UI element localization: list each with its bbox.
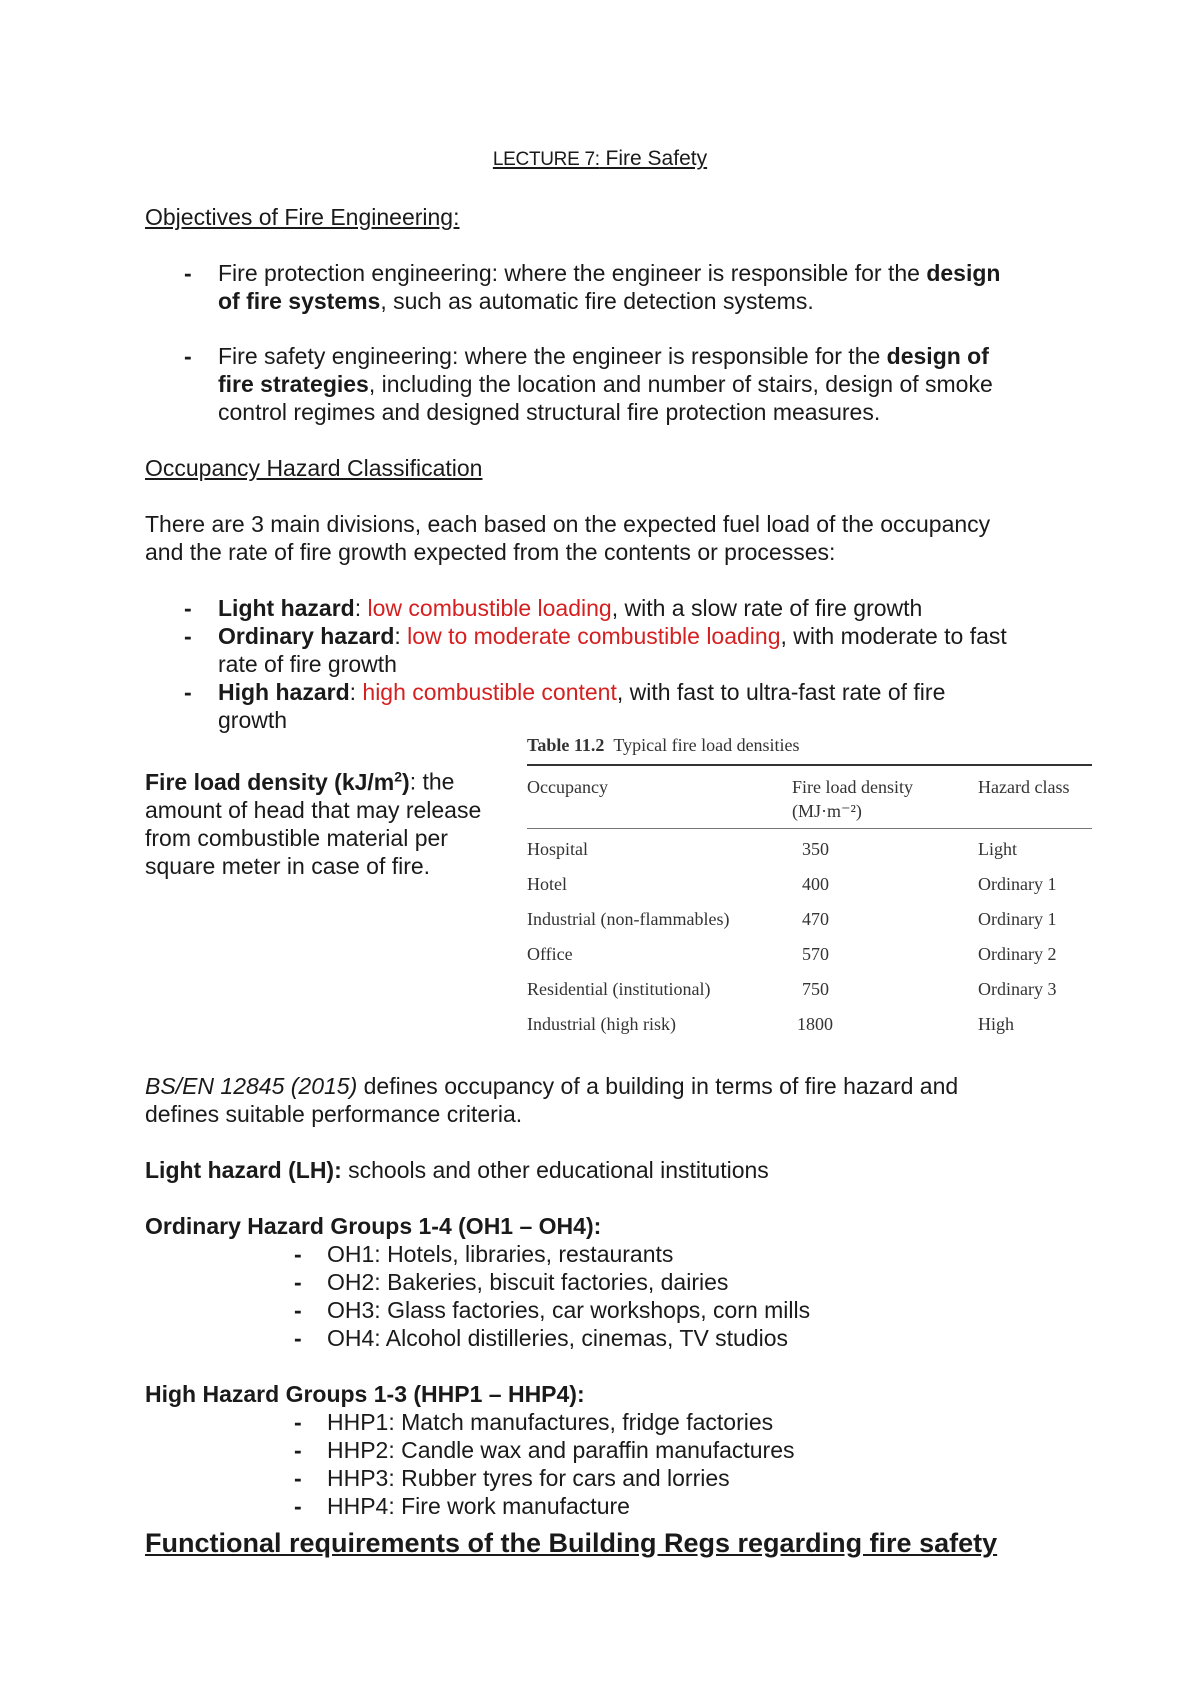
cell-density: 1800 [797,1014,833,1034]
cell-occupancy: Office [527,944,573,964]
bullet-dash: - [294,1465,302,1491]
list-item [294,1324,994,1352]
page-title [0,147,1200,171]
list-item [294,1436,994,1464]
bs-en-line [145,1072,1095,1100]
cell-occupancy: Hospital [527,839,588,859]
ordinary-groups-title: Ordinary Hazard Groups 1-4 (OH1 – OH4): [145,1213,602,1239]
intro-line: There are 3 main divisions, each based on the expected fuel load of the occupancy [145,511,991,537]
cell-occupancy: Industrial (non-flammables) [527,909,730,929]
list-item [294,1296,994,1324]
objective-bold: of fire systems [218,288,381,314]
occupancy-heading: Occupancy Hazard Classification [145,455,483,481]
objective-text: Fire safety engineering: where the engineer is responsible for the [218,343,887,369]
term-text: Fire load density (kJ/m [145,768,395,795]
hazard-red-text: low to moderate combustible loading [407,623,781,649]
cell-occupancy: Residential (institutional) [527,979,711,999]
table-top-rule [527,764,1092,766]
bullet-dash: - [294,1493,302,1519]
cell-density: 400 [802,874,829,894]
objective-bold: design of [886,343,989,369]
ordinary-groups-heading [145,1212,601,1240]
objective-item [184,342,1084,432]
bullet-dash: - [294,1437,302,1463]
intro-line: and the rate of fire growth expected from the contents or processes: [145,539,836,565]
objective-bold: fire strategies [218,371,369,397]
definition-term [145,769,410,795]
list-item-text: HHP1: Match manufactures, fridge factories [327,1409,774,1435]
light-hazard-label: Light hazard (LH): [145,1157,342,1183]
hazard-line [218,594,1078,622]
objective-text: , such as automatic fire detection systems. [380,288,814,314]
list-item-text: OH2: Bakeries, biscuit factories, dairies [327,1269,729,1295]
lecture-number: LECTURE 7: [492,149,600,170]
fire-load-definition [145,762,515,880]
bullet-dash: - [294,1409,302,1435]
hazard-line [218,622,1078,650]
bullet-dash: - [294,1297,302,1323]
cell-hazard: Ordinary 3 [978,979,1057,999]
table-header-rule [527,828,1092,829]
caption-label: Table 11.2 [527,735,605,755]
bs-en-text: defines occupancy of a building in terms of fire hazard and [357,1073,959,1099]
list-item-text: OH1: Hotels, libraries, restaurants [327,1241,674,1267]
objective-text: , including the location and number of stairs, design of smoke [368,371,993,397]
list-item [294,1268,994,1296]
header-occupancy: Occupancy [527,777,608,797]
hazard-rest: , with fast to ultra-fast rate of fire [616,679,946,705]
hazard-label: High hazard [218,679,350,705]
bullet-dash: - [184,260,192,286]
definition-line: square meter in case of fire. [145,852,431,879]
definition-text: : the [409,768,455,795]
hazard-rest: , with a slow rate of fire growth [611,595,923,621]
cell-occupancy: Hotel [527,874,567,894]
hazard-line [218,678,1078,706]
lecture-title: Fire Safety [605,147,708,170]
objective-line: control regimes and designed structural fire protection measures. [218,399,881,425]
bullet-dash: - [294,1241,302,1267]
light-hazard-line [145,1156,1095,1184]
header-density-line2: (MJ·m⁻²) [792,801,862,821]
cell-hazard: Ordinary 1 [978,874,1057,894]
hazard-item [184,678,1084,734]
cell-density: 470 [802,909,829,929]
hazard-colon: : [349,679,363,705]
bullet-dash: - [294,1325,302,1351]
objective-line [218,370,1078,398]
list-item-text: HHP2: Candle wax and paraffin manufactures [327,1437,795,1463]
cell-hazard: Ordinary 1 [978,909,1057,929]
bs-en-line: defines suitable performance criteria. [145,1101,523,1127]
objective-line [218,259,1078,287]
bullet-dash: - [294,1269,302,1295]
list-item [294,1492,994,1520]
caption-text: Typical fire load densities [613,735,800,755]
cell-density: 570 [802,944,829,964]
hazard-colon: : [394,623,408,649]
hazard-rest: , with moderate to fast [780,623,1007,649]
bullet-dash: - [184,679,192,705]
fire-load-table [527,735,1092,1035]
occupancy-intro [145,510,1095,566]
objective-text: Fire protection engineering: where the engineer is responsible for the [218,260,927,286]
cell-density: 750 [802,979,829,999]
bs-en-standard: BS/EN 12845 (2015) [145,1073,358,1099]
bullet-dash: - [184,623,192,649]
hazard-line: rate of fire growth [218,651,397,677]
bullet-dash: - [184,595,192,621]
hazard-red-text: high combustible content [362,679,617,705]
header-density [792,775,913,823]
objective-line [218,287,1078,315]
hazard-label: Light hazard [218,595,355,621]
list-item-text: OH3: Glass factories, car workshops, corn mills [327,1297,811,1323]
list-item-text: OH4: Alcohol distilleries, cinemas, TV studios [327,1325,789,1351]
hazard-item [184,622,1084,678]
header-hazard: Hazard class [978,777,1070,797]
hazard-colon: : [354,595,368,621]
bullet-dash: - [184,343,192,369]
objectives-heading: Objectives of Fire Engineering: [145,204,460,230]
bs-en-paragraph [145,1072,1095,1128]
objective-bold: design [926,260,1001,286]
list-item [294,1408,994,1436]
cell-occupancy: Industrial (high risk) [527,1014,676,1034]
hazard-red-text: low combustible loading [367,595,612,621]
term-end: ) [402,768,410,795]
list-item [294,1240,994,1268]
hazard-item [184,594,1084,622]
hazard-label: Ordinary hazard [218,623,395,649]
objective-item [184,259,1084,319]
high-groups-heading [145,1380,585,1408]
list-item-text: HHP3: Rubber tyres for cars and lorries [327,1465,730,1491]
cell-hazard: High [978,1014,1014,1034]
hazard-line: growth [218,707,288,733]
cell-hazard: Light [978,839,1017,859]
list-item-text: HHP4: Fire work manufacture [327,1493,630,1519]
high-groups-title: High Hazard Groups 1-3 (HHP1 – HHP4): [145,1381,585,1407]
cell-hazard: Ordinary 2 [978,944,1057,964]
definition-line: amount of head that may release [145,796,482,823]
list-item [294,1464,994,1492]
header-density-line1: Fire load density [792,777,913,797]
definition-line [145,762,515,796]
objective-line [218,342,1078,370]
light-hazard-text: schools and other educational institutions [341,1157,769,1183]
functional-requirements-heading: Functional requirements of the Building Regs regarding fire safety [145,1528,998,1558]
cell-density: 350 [802,839,829,859]
table-caption [527,735,800,756]
term-sup: 2 [394,768,403,784]
definition-line: from combustible material per [145,824,448,851]
